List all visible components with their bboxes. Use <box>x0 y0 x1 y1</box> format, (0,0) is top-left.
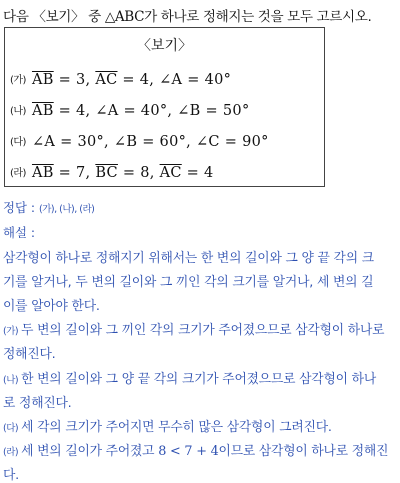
answer-values: (가), (나), (라) <box>39 204 95 215</box>
question-prefix: 다음 〈보기〉 중 <box>3 9 105 25</box>
inequality: 8 < 7 + 4 <box>158 444 219 459</box>
item-marker: (다) <box>10 137 26 148</box>
explanation-da: (다) 세 각의 크기가 주어지면 무수히 많은 삼각형이 그려진다. <box>3 420 332 435</box>
item-marker: (나) <box>3 375 19 386</box>
explanation-ra-cont: 다. <box>3 468 20 483</box>
item-marker: (가) <box>3 326 19 337</box>
explanation-na: (나) 한 변의 길이와 그 양 끝 각의 크기가 주어졌으므로 삼각형이 하나 <box>3 372 376 387</box>
explanation-line: 이를 알아야 한다. <box>3 299 100 314</box>
explanation-na-cont: 로 정해진다. <box>3 396 72 411</box>
question-text <box>3 5 371 25</box>
explanation-line: 삼각형이 하나로 정해지기 위해서는 한 변의 길이와 그 양 끝 각의 크 <box>3 251 374 266</box>
triangle-abc: △ABC <box>104 9 145 25</box>
item-marker: (나) <box>10 106 26 117</box>
bogi-box <box>4 27 325 187</box>
explanation-line: 기를 알거나, 두 변의 길이와 그 끼인 각의 크기를 알거나, 세 변의 길 <box>3 275 374 290</box>
bogi-item-na <box>10 103 250 119</box>
bogi-item-ga <box>10 72 231 88</box>
item-marker: (다) <box>3 423 19 434</box>
answer-label: 정답 : <box>3 200 39 215</box>
bogi-item-da <box>10 134 269 150</box>
item-math: $\overline{AB} = 7$, $\overline{BC} = 8$, $\overline{AC} = 4$ <box>31 165 214 181</box>
explanation-label: 해설 : <box>3 225 36 240</box>
item-math: $\overline{AB} = 3$, $\overline{AC} = 4$, ∠A = 40° <box>31 72 232 88</box>
item-math: $\overline{AB} = 4$, ∠A = 40°, ∠B = 50° <box>31 103 250 119</box>
item-marker: (가) <box>10 75 26 86</box>
item-marker: (라) <box>3 447 19 458</box>
explanation-ga-cont: 정해진다. <box>3 347 56 362</box>
bogi-title: 〈보기〉 <box>136 38 193 54</box>
answer-line <box>3 198 94 216</box>
item-math: ∠A = 30°, ∠B = 60°, ∠C = 90° <box>31 134 269 150</box>
explanation-ga: (가) 두 변의 길이와 그 끼인 각의 크기가 주어졌으므로 삼각형이 하나로 <box>3 323 385 338</box>
bogi-item-ra <box>10 165 214 181</box>
explanation-ra: (라) 세 변의 길이가 주어졌고 8 < 7 + 4이므로 삼각형이 하나로 정해진 <box>3 444 389 459</box>
item-marker: (라) <box>10 168 26 179</box>
question-suffix: 가 하나로 정해지는 것을 모두 고르시오. <box>144 9 372 25</box>
